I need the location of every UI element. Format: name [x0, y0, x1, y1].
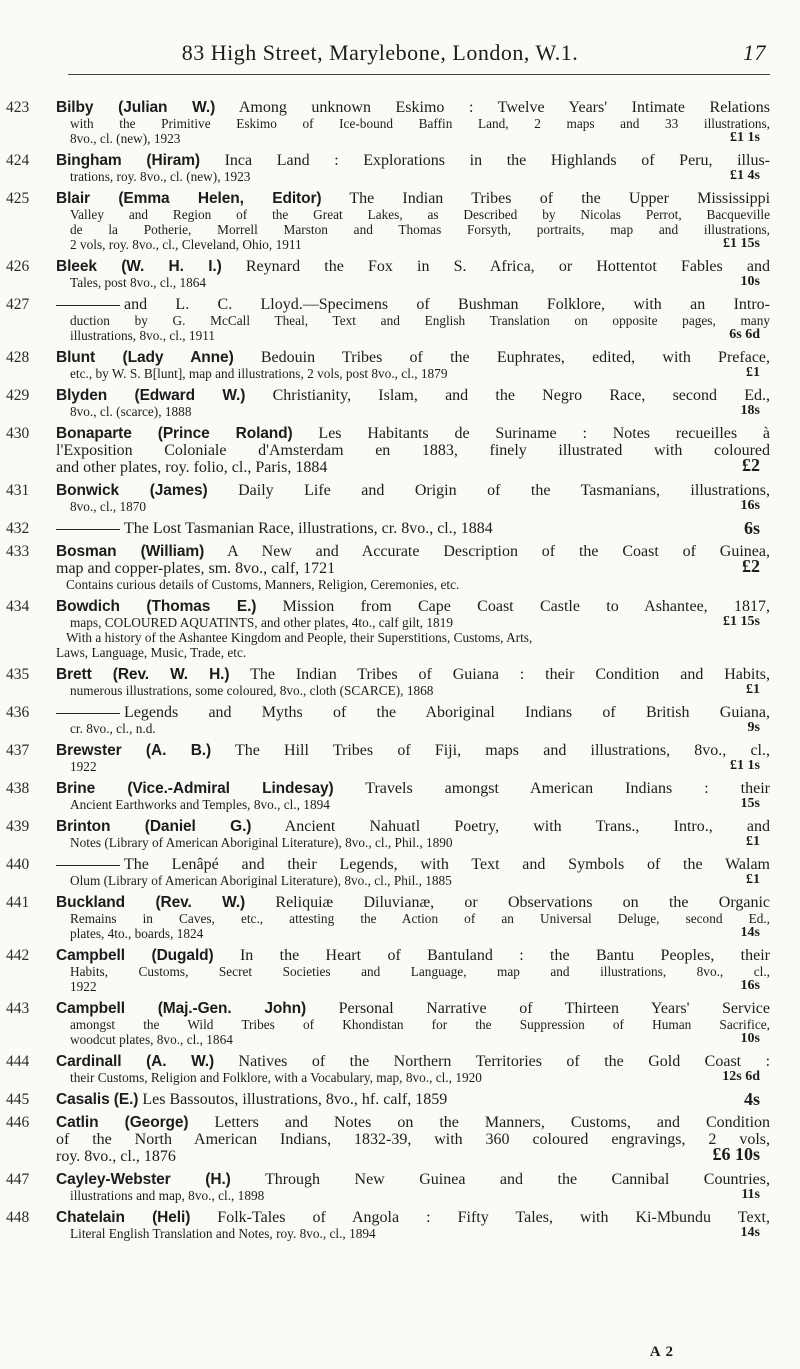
entry-title-continuation [56, 1131, 770, 1148]
entry-title: Bedouin Tribes of the Euphrates, edited, with Preface, [260, 349, 771, 366]
author-name: Blunt (Lady Anne) [56, 349, 234, 366]
entry-heading-line [56, 425, 770, 442]
entry-price: 15s [740, 796, 760, 811]
entry-price: £1 [746, 834, 760, 849]
entry-number: 440 [6, 856, 30, 873]
entry-heading-line [56, 894, 770, 911]
entry-price: £2 [742, 455, 760, 475]
entry-detail-line: Habits, Customs, Secret Societies and Language, map and illustrations, 8vo., cl., [70, 964, 770, 979]
entry-detail-line: Valley and Region of the Great Lakes, as Described by Nicolas Perrot, Bacqueville [70, 207, 770, 222]
detail-text: 8vo., cl., 1870 [70, 499, 147, 514]
detail-text: numerous illustrations, some coloured, 8vo., cloth (SCARCE), 1868 [70, 683, 434, 698]
entry-price: 14s [740, 925, 760, 940]
catalogue-entry [0, 482, 800, 520]
entry-title: Reliquiæ Diluvianæ, or Observations on the Organic [275, 894, 771, 911]
entry-heading-line [56, 99, 770, 116]
entry-title: The Indian Tribes of the Upper Mississippi [349, 190, 771, 207]
entry-price: 18s [740, 403, 760, 418]
detail-text: Notes (Library of American Aboriginal Literature), 8vo., cl., Phil., 1890 [70, 835, 453, 850]
entry-title: Daily Life and Origin of the Tasmanians, illustrations, [238, 482, 770, 499]
catalogue-entry [0, 387, 800, 425]
entry-note: Contains curious details of Customs, Manners, Religion, Ceremonies, etc. [66, 577, 460, 592]
detail-text: 2 vols, roy. 8vo., cl., Cleveland, Ohio, 1911 [70, 237, 302, 252]
entry-detail-line [70, 926, 770, 941]
entry-detail-line: duction by G. McCall Theal, Text and English Translation on opposite pages, many [70, 313, 770, 328]
entry-detail-line [70, 1188, 770, 1203]
entry-price: £1 15s [723, 614, 760, 629]
entry-heading-line [56, 780, 770, 797]
entry-price: £1 [746, 365, 760, 380]
catalogue-entries [0, 99, 800, 1247]
author-name: Cardinall (A. W.) [56, 1053, 215, 1070]
detail-text: maps, COLOURED AQUATINTS, and other plates, 4to., calf gilt, 1819 [70, 615, 453, 630]
entry-title: Among unknown Eskimo : Twelve Years' Intimate Relations [238, 99, 770, 116]
detail-text: 8vo., cl. (scarce), 1888 [70, 404, 192, 419]
catalogue-entry [0, 598, 800, 666]
entry-price: 14s [740, 1225, 760, 1240]
ditto-dash [56, 529, 120, 530]
entry-number: 442 [6, 947, 30, 964]
entry-heading-line [56, 1091, 770, 1108]
entry-number: 435 [6, 666, 30, 683]
entry-number: 427 [6, 296, 30, 313]
entry-title: Christianity, Islam, and the Negro Race, second Ed., [272, 387, 771, 404]
entry-detail-line [70, 835, 770, 850]
entry-price: 10s [740, 274, 760, 289]
catalogue-entry [0, 1000, 800, 1053]
entry-detail-line: Remains in Caves, etc., attesting the Action of an Universal Deluge, second Ed., [70, 911, 770, 926]
catalogue-entry [0, 894, 800, 947]
ditto-dash [56, 713, 120, 714]
entry-detail-line: de la Potherie, Morrell Marston and Thomas Forsyth, portraits, map and illustrations, [70, 222, 770, 237]
catalogue-entry [0, 99, 800, 152]
entry-heading-line [56, 482, 770, 499]
catalogue-entry [0, 1053, 800, 1091]
entry-detail-line: amongst the Wild Tribes of Khondistan for the Suppression of Human Sacrifice, [70, 1017, 770, 1032]
author-name: Cayley-Webster (H.) [56, 1171, 231, 1188]
entry-price: 16s [740, 498, 760, 513]
entry-detail-line [70, 1226, 770, 1241]
entry-price: 6s [743, 518, 760, 538]
entry-heading-line [56, 190, 770, 207]
entry-price: £1 [746, 872, 760, 887]
entry-number: 424 [6, 152, 30, 169]
entry-price: 10s [740, 1031, 760, 1046]
entry-number: 431 [6, 482, 30, 499]
entry-title: Reynard the Fox in S. Africa, or Hottentot Fables and [245, 258, 770, 275]
title-continuation-text: roy. 8vo., cl., 1876 [56, 1148, 176, 1165]
detail-text: Ancient Earthworks and Temples, 8vo., cl., 1894 [70, 797, 330, 812]
entry-title: Mission from Cape Coast Castle to Ashantee, 1817, [282, 598, 771, 615]
detail-text: 8vo., cl. (new), 1923 [70, 131, 181, 146]
catalogue-entry [0, 704, 800, 742]
entry-heading-line [56, 387, 770, 404]
entry-heading-line [56, 856, 770, 873]
entry-heading-line [56, 818, 770, 835]
entry-detail-line [70, 979, 770, 994]
catalogue-entry [0, 780, 800, 818]
entry-title: Personal Narrative of Thirteen Years' Service [338, 1000, 771, 1017]
entry-number: 438 [6, 780, 30, 797]
entry-detail-line [70, 275, 770, 290]
entry-heading-line [56, 598, 770, 615]
entry-number: 432 [6, 520, 30, 537]
entry-heading-line [56, 1053, 770, 1070]
entry-title: Inca Land : Explorations in the Highlands of Peru, illus- [224, 152, 770, 169]
entry-heading-line [56, 704, 770, 721]
entry-detail-line: with the Primitive Eskimo of Ice-bound Baffin Land, 2 maps and 33 illustrations, [70, 116, 770, 131]
entry-note: With a history of the Ashantee Kingdom and People, their Superstitions, Customs, Arts, [66, 630, 533, 645]
entry-title: Folk-Tales of Angola : Fifty Tales, with Ki-Mbundu Text, [217, 1209, 771, 1226]
entry-number: 434 [6, 598, 30, 615]
entry-title: The Indian Tribes of Guiana : their Condition and Habits, [250, 666, 770, 683]
entry-title: Les Habitants de Suriname : Notes recueilles à [318, 425, 771, 442]
entry-detail-line [70, 1032, 770, 1047]
entry-heading-line [56, 1171, 770, 1188]
entry-heading-line [56, 666, 770, 683]
catalogue-entry [0, 520, 800, 543]
detail-text: illustrations, 8vo., cl., 1911 [70, 328, 216, 343]
entry-price: £1 [746, 682, 760, 697]
entry-detail-line [70, 328, 770, 343]
catalogue-entry [0, 1091, 800, 1114]
entry-title: Through New Guinea and the Cannibal Countries, [264, 1171, 770, 1188]
catalogue-entry [0, 856, 800, 894]
author-name: Brewster (A. B.) [56, 742, 212, 759]
catalogue-entry [0, 425, 800, 482]
author-name: Bowdich (Thomas E.) [56, 598, 257, 615]
catalogue-entry [0, 818, 800, 856]
address-heading: 83 High Street, Marylebone, London, W.1. [181, 40, 579, 65]
entry-heading-line [56, 152, 770, 169]
entry-heading-line [56, 349, 770, 366]
entry-number: 425 [6, 190, 30, 207]
title-continuation-text: and other plates, roy. folio, cl., Paris, 1884 [56, 459, 328, 476]
entry-number: 444 [6, 1053, 30, 1070]
entry-number: 445 [6, 1091, 30, 1108]
entry-title-continuation [56, 556, 770, 577]
entry-number: 439 [6, 818, 30, 835]
detail-text: 1922 [70, 979, 97, 994]
entry-title: Travels amongst American Indians : their [365, 780, 770, 797]
entry-heading-line [56, 296, 770, 313]
entry-title: Ancient Nahuatl Poetry, with Trans., Intro., and [284, 818, 770, 835]
page-header [0, 40, 800, 70]
entry-detail-line [70, 366, 770, 381]
entry-title: The Lenâpé and their Legends, with Text and Symbols of the Walam [124, 856, 770, 873]
ditto-dash [56, 865, 120, 866]
entry-number: 448 [6, 1209, 30, 1226]
catalogue-entry [0, 1171, 800, 1209]
entry-detail-line [70, 615, 770, 630]
author-name: Bosman (William) [56, 543, 205, 560]
author-name: Catlin (George) [56, 1114, 189, 1131]
catalogue-entry [0, 1209, 800, 1247]
catalogue-entry [0, 258, 800, 296]
catalogue-entry [0, 543, 800, 598]
author-name: Campbell (Dugald) [56, 947, 214, 964]
entry-number: 447 [6, 1171, 30, 1188]
signature-mark: A 2 [649, 1344, 674, 1360]
title-continuation-text: map and copper-plates, sm. 8vo., calf, 1721 [56, 560, 336, 577]
author-name: Brine (Vice.-Admiral Lindesay) [56, 780, 334, 797]
entry-heading-line [56, 947, 770, 964]
detail-text: 1922 [70, 759, 97, 774]
entry-number: 429 [6, 387, 30, 404]
entry-detail-line [70, 759, 770, 774]
entry-heading-line [56, 1209, 770, 1226]
catalogue-entry [0, 296, 800, 349]
entry-title: Legends and Myths of the Aboriginal Indians of British Guiana, [124, 704, 770, 721]
author-name: Campbell (Maj.-Gen. John) [56, 1000, 307, 1017]
entry-detail-line [70, 237, 770, 252]
entry-price: 16s [740, 978, 760, 993]
entry-title-continuation [56, 455, 770, 476]
author-name: Brinton (Daniel G.) [56, 818, 252, 835]
detail-text: plates, 4to., boards, 1824 [70, 926, 204, 941]
author-name: Blyden (Edward W.) [56, 387, 246, 404]
catalogue-entry [0, 947, 800, 1000]
entry-number: 443 [6, 1000, 30, 1017]
entry-title-continuation [56, 442, 770, 459]
entry-detail-line [70, 131, 770, 146]
entry-price: 9s [747, 720, 760, 735]
entry-heading-line [56, 543, 770, 560]
entry-number: 426 [6, 258, 30, 275]
detail-text: etc., by W. S. B[lunt], map and illustrations, 2 vols, post 8vo., cl., 1879 [70, 366, 448, 381]
author-name: Buckland (Rev. W.) [56, 894, 246, 911]
entry-price: 12s 6d [722, 1069, 760, 1084]
entry-title: The Hill Tribes of Fiji, maps and illustrations, 8vo., cl., [234, 742, 770, 759]
entry-number: 441 [6, 894, 30, 911]
entry-title: A New and Accurate Description of the Coast of Guinea, [227, 543, 771, 560]
catalogue-entry [0, 1114, 800, 1171]
author-name: Bonwick (James) [56, 482, 208, 499]
entry-detail-line [70, 499, 770, 514]
entry-number: 430 [6, 425, 30, 442]
entry-heading-line [56, 258, 770, 275]
entry-price: 4s [743, 1089, 760, 1109]
entry-title: and L. C. Lloyd.—Specimens of Bushman Folklore, with an Intro- [124, 296, 770, 313]
entry-title: Natives of the Northern Territories of the Gold Coast : [238, 1053, 771, 1070]
author-name: Brett (Rev. W. H.) [56, 666, 230, 683]
entry-price: £6 10s [712, 1144, 760, 1164]
entry-detail-line [70, 797, 770, 812]
entry-title: Letters and Notes on the Manners, Customs, and Condition [214, 1114, 771, 1131]
entry-price: £1 1s [730, 130, 760, 145]
detail-text: woodcut plates, 8vo., cl., 1864 [70, 1032, 233, 1047]
catalogue-entry [0, 742, 800, 780]
detail-text: Literal English Translation and Notes, roy. 8vo., cl., 1894 [70, 1226, 376, 1241]
entry-detail-line [70, 169, 770, 184]
author-name: Blair (Emma Helen, Editor) [56, 190, 322, 207]
detail-text: cr. 8vo., cl., n.d. [70, 721, 156, 736]
catalogue-entry [0, 349, 800, 387]
detail-text: Tales, post 8vo., cl., 1864 [70, 275, 207, 290]
entry-note: Laws, Language, Music, Trade, etc. [56, 645, 247, 660]
catalogue-entry [0, 152, 800, 190]
entry-heading-line [56, 742, 770, 759]
entry-price: £1 1s [730, 758, 760, 773]
author-name: Chatelain (Heli) [56, 1209, 191, 1226]
catalogue-entry [0, 666, 800, 704]
header-rule [68, 74, 770, 75]
entry-title: In the Heart of Bantuland : the Bantu Peoples, their [239, 947, 770, 964]
detail-text: trations, roy. 8vo., cl. (new), 1923 [70, 169, 251, 184]
entry-price: 11s [741, 1187, 760, 1202]
entry-number: 423 [6, 99, 30, 116]
author-name: Bleek (W. H. I.) [56, 258, 222, 275]
title-continuation-text: of the North American Indians, 1832-39, with 360 coloured engravings, 2 vols, [56, 1131, 770, 1148]
entry-number: 436 [6, 704, 30, 721]
detail-text: their Customs, Religion and Folklore, with a Vocabulary, map, 8vo., cl., 1920 [70, 1070, 482, 1085]
author-name: Bingham (Hiram) [56, 152, 200, 169]
entry-number: 428 [6, 349, 30, 366]
entry-detail-line [70, 404, 770, 419]
entry-price: £2 [742, 556, 760, 576]
entry-detail-line [70, 721, 770, 736]
entry-price: £1 15s [723, 236, 760, 251]
page-number: 17 [743, 40, 766, 65]
entry-detail-line [70, 873, 770, 888]
author-name: Bonaparte (Prince Roland) [56, 425, 293, 442]
entry-heading-line [56, 1114, 770, 1131]
entry-number: 433 [6, 543, 30, 560]
detail-text: Olum (Library of American Aboriginal Literature), 8vo., cl., Phil., 1885 [70, 873, 452, 888]
catalogue-entry [0, 190, 800, 258]
detail-text: illustrations and map, 8vo., cl., 1898 [70, 1188, 265, 1203]
author-name: Casalis (E.) [56, 1091, 139, 1108]
ditto-dash [56, 305, 120, 306]
entry-heading-line [56, 1000, 770, 1017]
entry-title: Les Bassoutos, illustrations, 8vo., hf. calf, 1859 [142, 1091, 448, 1108]
entry-detail-line [70, 683, 770, 698]
author-name: Bilby (Julian W.) [56, 99, 216, 116]
entry-number: 446 [6, 1114, 30, 1131]
entry-detail-line [70, 1070, 770, 1085]
entry-price: £1 4s [730, 168, 760, 183]
entry-number: 437 [6, 742, 30, 759]
entry-title: The Lost Tasmanian Race, illustrations, cr. 8vo., cl., 1884 [124, 520, 493, 537]
entry-price: 6s 6d [729, 327, 760, 342]
title-continuation-text: l'Exposition Coloniale d'Amsterdam en 1883, finely illustrated with coloured [56, 442, 770, 459]
entry-heading-line [56, 520, 770, 537]
entry-title-continuation [56, 1144, 770, 1165]
